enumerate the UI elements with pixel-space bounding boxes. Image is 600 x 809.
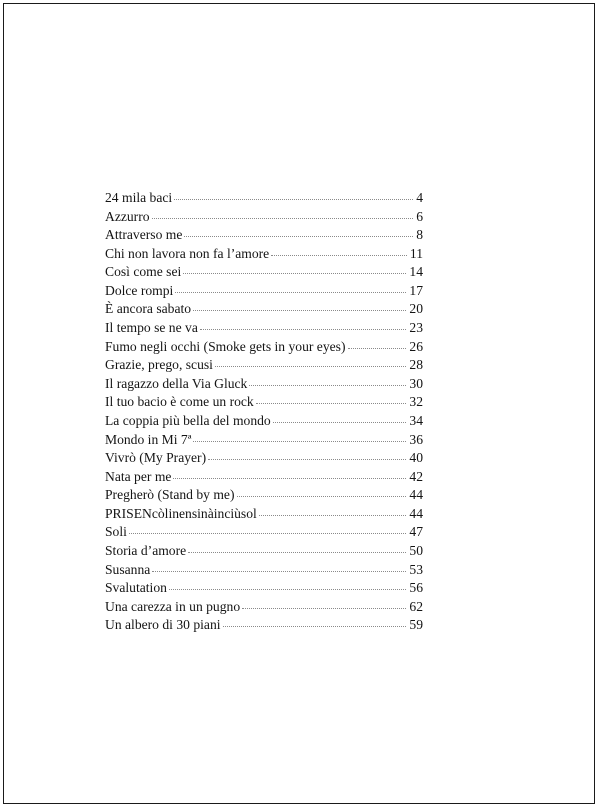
dot-leader [348, 348, 407, 349]
toc-entry-title: Fumo negli occhi (Smoke gets in your eyes) [105, 338, 346, 354]
toc-entry-page-number: 47 [409, 524, 423, 540]
toc-entry-page-number: 36 [409, 431, 423, 447]
toc-entry-page-number: 11 [409, 245, 423, 261]
toc-entry-title: Pregherò (Stand by me) [105, 487, 235, 503]
toc-entry-title: Grazie, prego, scusi [105, 357, 213, 373]
dot-leader [271, 255, 407, 256]
toc-entry-page-number: 44 [409, 487, 423, 503]
toc-entry [105, 486, 423, 505]
dot-leader [223, 626, 407, 627]
toc-entry-page-number: 30 [409, 375, 423, 391]
toc-entry-title: Susanna [105, 561, 151, 577]
dot-leader [169, 589, 406, 590]
toc-entry-page-number: 44 [409, 505, 423, 521]
dot-leader [152, 571, 406, 572]
dot-leader [256, 403, 407, 404]
toc-entry [105, 282, 423, 301]
toc-entry-page-number: 59 [409, 617, 423, 633]
toc-entry [105, 449, 423, 468]
toc-entry-page-number: 26 [409, 338, 423, 354]
page [3, 3, 595, 804]
toc-entry-page-number: 20 [409, 301, 423, 317]
dot-leader [152, 218, 414, 219]
dot-leader [184, 236, 413, 237]
dot-leader [249, 385, 406, 386]
toc-entry-title: È ancora sabato [105, 301, 192, 317]
toc-entry-title: Il tempo se ne va [105, 320, 198, 336]
toc-entry [105, 338, 423, 357]
toc-entry-title: Storia d’amore [105, 542, 187, 558]
dot-leader [237, 496, 407, 497]
toc-entry-page-number: 28 [409, 357, 423, 373]
toc-entry-page-number: 56 [409, 580, 423, 596]
toc-entry-title: Dolce rompi [105, 282, 174, 298]
toc-entry [105, 505, 423, 524]
dot-leader [129, 533, 406, 534]
toc-entry-page-number: 40 [409, 450, 423, 466]
toc-entry-title: Azzurro [105, 208, 150, 224]
toc-entry-page-number: 23 [409, 320, 423, 336]
toc-entry [105, 356, 423, 375]
toc-entry-title: Il tuo bacio è come un rock [105, 394, 254, 410]
toc-entry [105, 319, 423, 338]
toc-entry-page-number: 42 [409, 468, 423, 484]
toc-entry-title: Soli [105, 524, 127, 540]
toc-entry [105, 542, 423, 561]
toc-entry-title: La coppia più bella del mondo [105, 412, 271, 428]
dot-leader [193, 310, 406, 311]
toc-entry [105, 412, 423, 431]
dot-leader [175, 292, 406, 293]
toc-entry-page-number: 4 [416, 190, 423, 205]
toc-entry-title: 24 mila baci [105, 190, 173, 205]
toc-entry-title: Una carezza in un pugno [105, 598, 241, 614]
toc-entry-title: Svalutation [105, 580, 167, 596]
toc-entry [105, 468, 423, 487]
toc-entry [105, 393, 423, 412]
toc-entry-title: PRISENcòlinensinàinciùsol [105, 505, 257, 521]
dot-leader [273, 422, 407, 423]
toc-entry-page-number: 32 [409, 394, 423, 410]
dot-leader [259, 515, 407, 516]
toc-entry [105, 300, 423, 319]
dot-leader [183, 273, 406, 274]
toc-entry-title: Nata per me [105, 468, 172, 484]
dot-leader [200, 329, 407, 330]
toc-entry-title: Attraverso me [105, 227, 183, 243]
toc-entry-page-number: 14 [409, 264, 423, 280]
toc-entry [105, 208, 423, 227]
toc-entry-title: Vivrò (My Prayer) [105, 450, 207, 466]
dot-leader [242, 608, 406, 609]
table-of-contents [105, 189, 423, 635]
toc-entry-title: Un albero di 30 piani [105, 617, 221, 633]
dot-leader [174, 199, 413, 200]
toc-entry-page-number: 50 [409, 542, 423, 558]
toc-entry [105, 523, 423, 542]
dot-leader [208, 459, 406, 460]
toc-entry [105, 616, 423, 635]
dot-leader [173, 478, 406, 479]
toc-entry-page-number: 53 [409, 561, 423, 577]
toc-entry-page-number: 6 [416, 208, 423, 224]
toc-entry [105, 375, 423, 394]
toc-entry [105, 245, 423, 264]
toc-entry-title: Così come sei [105, 264, 182, 280]
toc-entry [105, 598, 423, 617]
toc-entry [105, 226, 423, 245]
toc-entry [105, 579, 423, 598]
dot-leader [215, 366, 406, 367]
dot-leader [188, 552, 406, 553]
toc-entry-title: Mondo in Mi 7ª [105, 431, 192, 447]
toc-entry-page-number: 8 [416, 227, 423, 243]
toc-entry-title: Chi non lavora non fa l’amore [105, 245, 270, 261]
toc-entry-page-number: 34 [409, 412, 423, 428]
toc-entry-page-number: 62 [409, 598, 423, 614]
toc-entry [105, 561, 423, 580]
toc-entry [105, 431, 423, 450]
toc-entry [105, 263, 423, 282]
toc-entry-page-number: 17 [409, 282, 423, 298]
toc-entry-title: Il ragazzo della Via Gluck [105, 375, 248, 391]
toc-entry [105, 189, 423, 208]
dot-leader [193, 441, 406, 442]
